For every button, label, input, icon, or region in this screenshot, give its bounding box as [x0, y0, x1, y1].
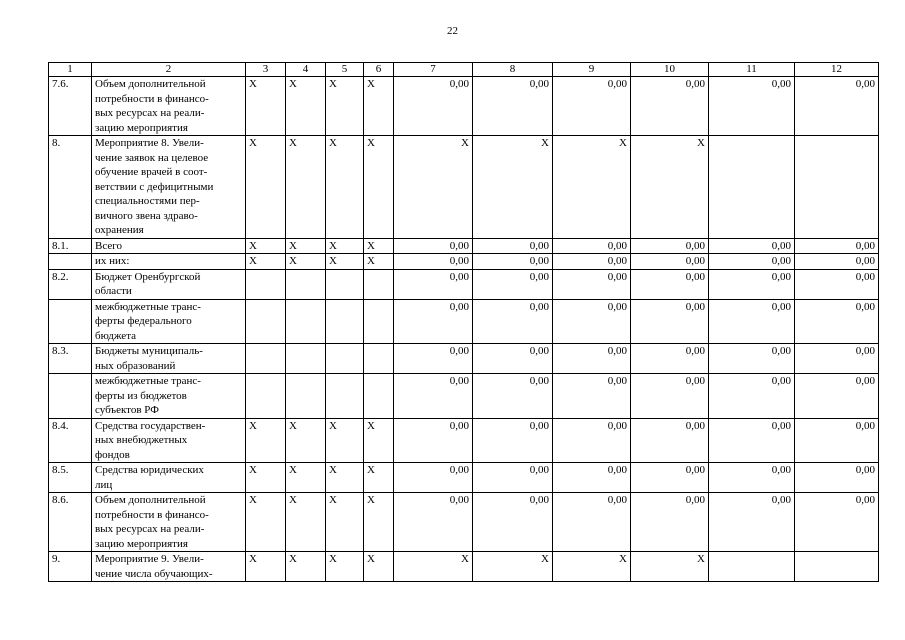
row-name-text: межбюджетные транс- ферты из бюджетов субъектов РФ — [95, 375, 201, 416]
value-cell: 0,00 — [394, 299, 473, 344]
mark-cell — [326, 299, 364, 344]
value-cell: 0,00 — [553, 77, 631, 136]
table-row — [49, 77, 879, 136]
header-cell: 7 — [394, 63, 473, 77]
value-cell: 0,00 — [631, 254, 709, 270]
mark-cell: X — [286, 493, 326, 552]
value-cell: X — [394, 552, 473, 582]
table-row — [49, 552, 879, 582]
value-cell: 0,00 — [709, 463, 795, 493]
value-cell: 0,00 — [394, 254, 473, 270]
mark-cell: X — [286, 136, 326, 239]
value-cell: 0,00 — [394, 269, 473, 299]
value-cell: 0,00 — [394, 463, 473, 493]
mark-cell: X — [246, 254, 286, 270]
row-number-cell — [49, 299, 92, 344]
mark-cell: X — [286, 238, 326, 254]
row-name-text: Мероприятие 8. Увели- чение заявок на целевое обучение врачей в соот- ветствии с дефицитными специальностями пер- вичного звена здраво- охранения — [95, 137, 214, 236]
value-cell: 0,00 — [473, 238, 553, 254]
header-cell: 8 — [473, 63, 553, 77]
row-name-cell — [92, 418, 246, 463]
value-cell: 0,00 — [473, 77, 553, 136]
row-number-cell: 8.6. — [49, 493, 92, 552]
value-cell: 0,00 — [473, 299, 553, 344]
value-cell: 0,00 — [631, 238, 709, 254]
value-cell: 0,00 — [631, 299, 709, 344]
mark-cell: X — [286, 254, 326, 270]
value-cell: X — [394, 136, 473, 239]
value-cell: 0,00 — [553, 493, 631, 552]
value-cell: 0,00 — [795, 344, 879, 374]
value-cell: 0,00 — [394, 344, 473, 374]
mark-cell: X — [326, 463, 364, 493]
value-cell: 0,00 — [631, 344, 709, 374]
value-cell: 0,00 — [795, 493, 879, 552]
table-row — [49, 493, 879, 552]
value-cell — [795, 552, 879, 582]
row-number-cell: 8. — [49, 136, 92, 239]
value-cell: 0,00 — [709, 77, 795, 136]
mark-cell — [326, 269, 364, 299]
mark-cell — [286, 344, 326, 374]
row-name-text: Объем дополнительной потребности в финансо- вых ресурсах на реали- зацию мероприятия — [95, 494, 209, 550]
mark-cell: X — [246, 463, 286, 493]
value-cell: 0,00 — [473, 418, 553, 463]
value-cell: 0,00 — [795, 269, 879, 299]
mark-cell — [246, 299, 286, 344]
row-name-cell — [92, 254, 246, 270]
value-cell: 0,00 — [553, 418, 631, 463]
table-header-row — [49, 63, 879, 77]
header-cell: 10 — [631, 63, 709, 77]
mark-cell: X — [364, 493, 394, 552]
value-cell: 0,00 — [394, 238, 473, 254]
row-number-cell — [49, 254, 92, 270]
value-cell: 0,00 — [473, 374, 553, 419]
row-name-cell — [92, 463, 246, 493]
header-cell: 1 — [49, 63, 92, 77]
row-number-cell: 8.2. — [49, 269, 92, 299]
value-cell: 0,00 — [709, 418, 795, 463]
header-cell: 11 — [709, 63, 795, 77]
row-number-cell: 7.6. — [49, 77, 92, 136]
mark-cell: X — [286, 77, 326, 136]
mark-cell: X — [326, 493, 364, 552]
value-cell: 0,00 — [709, 344, 795, 374]
mark-cell — [326, 344, 364, 374]
value-cell: 0,00 — [394, 418, 473, 463]
mark-cell: X — [364, 552, 394, 582]
mark-cell: X — [246, 77, 286, 136]
row-number-cell: 8.5. — [49, 463, 92, 493]
value-cell: 0,00 — [394, 374, 473, 419]
value-cell: 0,00 — [795, 418, 879, 463]
mark-cell — [246, 374, 286, 419]
row-name-cell — [92, 269, 246, 299]
value-cell — [795, 136, 879, 239]
value-cell: 0,00 — [631, 374, 709, 419]
value-cell: 0,00 — [795, 254, 879, 270]
value-cell — [709, 136, 795, 239]
row-number-cell: 8.3. — [49, 344, 92, 374]
value-cell: 0,00 — [631, 463, 709, 493]
mark-cell — [326, 374, 364, 419]
row-name-cell — [92, 77, 246, 136]
mark-cell: X — [326, 238, 364, 254]
table-row — [49, 254, 879, 270]
mark-cell — [364, 374, 394, 419]
value-cell: 0,00 — [631, 418, 709, 463]
mark-cell: X — [246, 238, 286, 254]
row-name-text: Мероприятие 9. Увели- чение числа обучающих- — [95, 553, 213, 580]
row-number-cell — [49, 374, 92, 419]
header-cell: 5 — [326, 63, 364, 77]
mark-cell: X — [364, 418, 394, 463]
table-row — [49, 374, 879, 419]
value-cell: X — [553, 552, 631, 582]
mark-cell: X — [246, 136, 286, 239]
value-cell: 0,00 — [473, 493, 553, 552]
value-cell: X — [631, 136, 709, 239]
mark-cell — [246, 269, 286, 299]
table-row — [49, 463, 879, 493]
mark-cell — [364, 299, 394, 344]
value-cell: 0,00 — [553, 254, 631, 270]
value-cell: 0,00 — [394, 77, 473, 136]
row-name-text: Бюджеты муниципаль- ных образований — [95, 345, 203, 372]
value-cell: 0,00 — [631, 269, 709, 299]
value-cell: 0,00 — [795, 299, 879, 344]
value-cell: 0,00 — [473, 254, 553, 270]
mark-cell: X — [246, 418, 286, 463]
row-name-cell — [92, 493, 246, 552]
value-cell: 0,00 — [553, 269, 631, 299]
value-cell: 0,00 — [631, 493, 709, 552]
row-name-cell — [92, 136, 246, 239]
row-name-text: их них: — [95, 255, 130, 267]
mark-cell: X — [364, 254, 394, 270]
mark-cell — [286, 374, 326, 419]
row-name-cell — [92, 238, 246, 254]
value-cell: 0,00 — [553, 344, 631, 374]
mark-cell: X — [326, 254, 364, 270]
value-cell: 0,00 — [553, 238, 631, 254]
value-cell: 0,00 — [631, 77, 709, 136]
mark-cell: X — [364, 136, 394, 239]
value-cell: 0,00 — [709, 269, 795, 299]
value-cell: 0,00 — [553, 374, 631, 419]
value-cell — [709, 552, 795, 582]
value-cell: 0,00 — [709, 299, 795, 344]
row-number-cell: 8.4. — [49, 418, 92, 463]
row-name-cell — [92, 552, 246, 582]
value-cell: 0,00 — [553, 463, 631, 493]
mark-cell: X — [286, 463, 326, 493]
value-cell: 0,00 — [795, 77, 879, 136]
header-cell: 9 — [553, 63, 631, 77]
header-cell: 4 — [286, 63, 326, 77]
row-name-cell — [92, 344, 246, 374]
row-name-text: Бюджет Оренбургской области — [95, 270, 201, 297]
row-name-text: Средства государствен- ных внебюджетных фондов — [95, 419, 206, 461]
value-cell: X — [553, 136, 631, 239]
mark-cell: X — [286, 418, 326, 463]
table-row — [49, 299, 879, 344]
table-row — [49, 344, 879, 374]
mark-cell: X — [326, 552, 364, 582]
value-cell: 0,00 — [394, 493, 473, 552]
table-row — [49, 269, 879, 299]
mark-cell: X — [246, 552, 286, 582]
value-cell: 0,00 — [795, 238, 879, 254]
value-cell: 0,00 — [473, 463, 553, 493]
value-cell: 0,00 — [709, 374, 795, 419]
row-name-cell — [92, 299, 246, 344]
mark-cell: X — [326, 418, 364, 463]
value-cell: 0,00 — [795, 374, 879, 419]
value-cell: X — [631, 552, 709, 582]
value-cell: 0,00 — [709, 493, 795, 552]
value-cell: 0,00 — [473, 269, 553, 299]
row-number-cell: 8.1. — [49, 238, 92, 254]
header-cell: 12 — [795, 63, 879, 77]
value-cell: 0,00 — [795, 463, 879, 493]
mark-cell — [286, 299, 326, 344]
mark-cell: X — [246, 493, 286, 552]
mark-cell: X — [326, 136, 364, 239]
row-name-text: Средства юридических лиц — [95, 464, 204, 491]
mark-cell: X — [286, 552, 326, 582]
row-name-text: Всего — [95, 239, 122, 252]
value-cell: X — [473, 552, 553, 582]
row-name-text: Объем дополнительной потребности в финансо- вых ресурсах на реали- зацию мероприятия — [95, 78, 209, 134]
value-cell: X — [473, 136, 553, 239]
mark-cell — [246, 344, 286, 374]
value-cell: 0,00 — [553, 299, 631, 344]
page-number: 22 — [447, 25, 458, 37]
table-row — [49, 418, 879, 463]
header-cell: 2 — [92, 63, 246, 77]
budget-table — [48, 62, 879, 582]
mark-cell: X — [364, 77, 394, 136]
value-cell: 0,00 — [473, 344, 553, 374]
mark-cell: X — [326, 77, 364, 136]
mark-cell: X — [364, 463, 394, 493]
row-name-text: межбюджетные транс- ферты федерального бюджета — [95, 300, 201, 342]
row-number-cell: 9. — [49, 552, 92, 582]
mark-cell — [364, 269, 394, 299]
row-name-cell — [92, 374, 246, 419]
header-cell: 3 — [246, 63, 286, 77]
value-cell: 0,00 — [709, 238, 795, 254]
table-row — [49, 238, 879, 254]
mark-cell — [286, 269, 326, 299]
mark-cell — [364, 344, 394, 374]
table-row — [49, 136, 879, 239]
value-cell: 0,00 — [709, 254, 795, 270]
header-cell: 6 — [364, 63, 394, 77]
mark-cell: X — [364, 238, 394, 254]
